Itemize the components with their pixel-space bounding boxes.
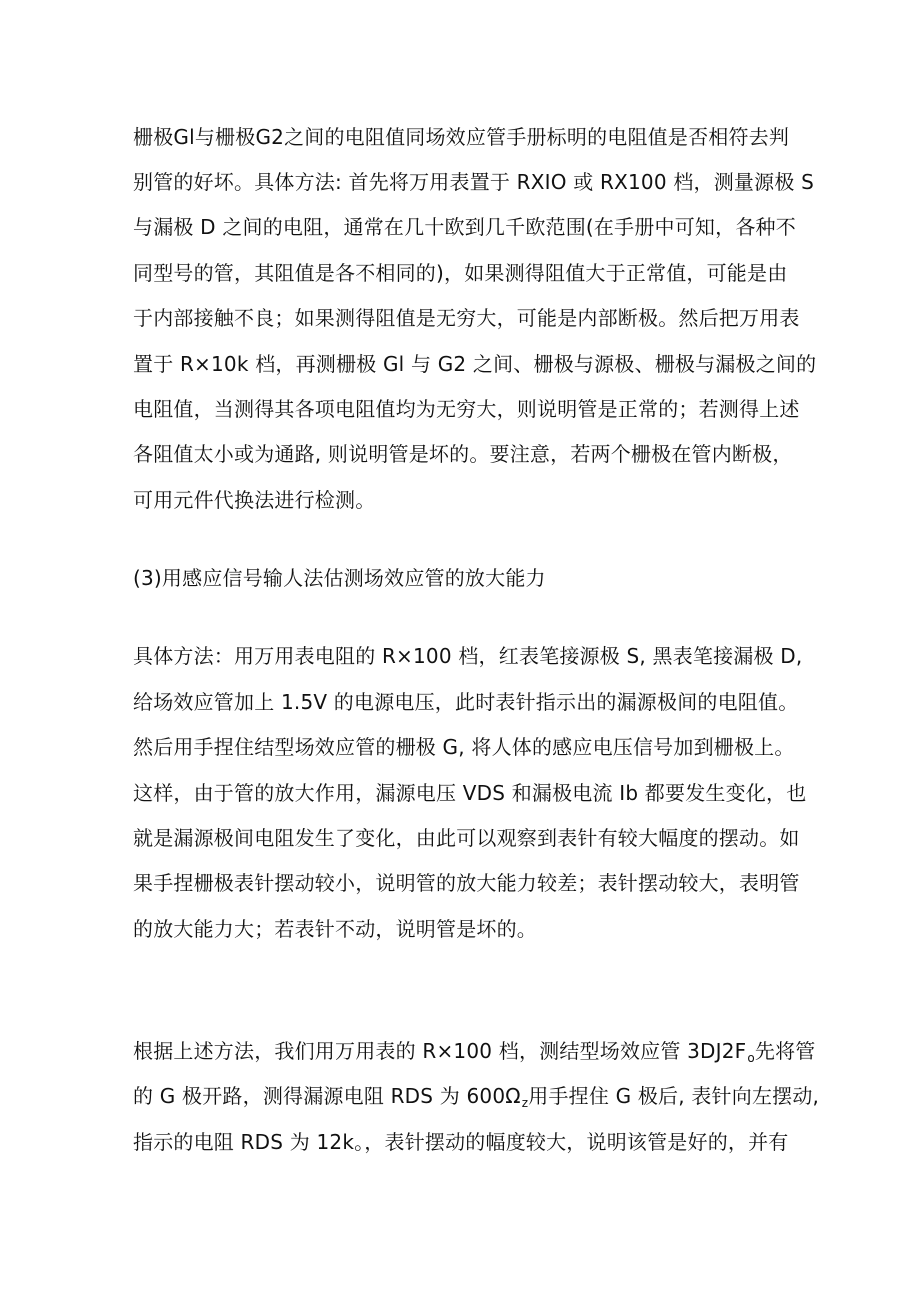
paragraph3-line-1-text: 根据上述方法，我们用万用表的 R×100 档，测结型场效应管 3DJ2F bbox=[133, 1039, 747, 1063]
paragraph1-line-6: 置于 R×10k 档，再测栅极 Gl 与 G2 之间、栅极与源极、栅极与漏极之间的 bbox=[133, 352, 817, 376]
paragraph2-line-2: 给场效应管加上 1.5V 的电源电压，此时表针指示出的漏源极间的电阻值。 bbox=[133, 690, 799, 714]
paragraph2-line-6: 果手捏栅极表针摆动较小，说明管的放大能力较差；表针摆动较大，表明管 bbox=[133, 871, 800, 895]
paragraph1-line-1: 栅极Gl与栅极G2之间的电阻值同场效应管手册标明的电阻值是否相符去判 bbox=[133, 125, 790, 149]
paragraph1-line-7: 电阻值，当测得其各项电阻值均为无穷大，则说明管是正常的；若测得上述 bbox=[133, 397, 800, 421]
paragraph3-line-1-rest: 先将管 bbox=[754, 1039, 816, 1063]
paragraph2-line-4: 这样，由于管的放大作用，漏源电压 VDS 和漏极电流 Ib 都要发生变化，也 bbox=[133, 781, 807, 805]
paragraph1-line-9: 可用元件代换法进行检测。 bbox=[133, 488, 376, 512]
paragraph3-line-1-subscript: o bbox=[747, 1051, 755, 1065]
paragraph1-line-5: 于内部接触不良；如果测得阻值是无穷大，可能是内部断极。然后把万用表 bbox=[133, 306, 800, 330]
paragraph3-line-2-rest: 用手捏住 G 极后, 表针向左摆动, bbox=[528, 1084, 820, 1108]
paragraph3-line-3: 指示的电阻 RDS 为 12k。，表针摆动的幅度较大，说明该管是好的，并有 bbox=[133, 1130, 789, 1154]
section-heading: (3)用感应信号输人法估测场效应管的放大能力 bbox=[133, 566, 546, 590]
paragraph1-line-8: 各阻值太小或为通路, 则说明管是坏的。要注意，若两个栅极在管内断极， bbox=[133, 442, 793, 466]
paragraph3-line-2 bbox=[133, 1083, 820, 1116]
paragraph2-line-1: 具体方法：用万用表电阻的 R×100 档，红表笔接源极 S, 黑表笔接漏极 D, bbox=[133, 644, 803, 668]
paragraph2-line-5: 就是漏源极间电阻发生了变化，由此可以观察到表针有较大幅度的摆动。如 bbox=[133, 826, 800, 850]
paragraph1-line-4: 同型号的管，其阻值是各不相同的)，如果测得阻值大于正常值，可能是由 bbox=[133, 261, 788, 285]
paragraph3-line-1 bbox=[133, 1038, 816, 1071]
paragraph1-line-3: 与漏极 D 之间的电阻，通常在几十欧到几千欧范围(在手册中可知，各种不 bbox=[133, 215, 796, 239]
paragraph2-line-3: 然后用手捏住结型场效应管的栅极 G, 将人体的感应电压信号加到栅极上。 bbox=[133, 735, 795, 759]
paragraph3-line-2-subscript: z bbox=[521, 1096, 529, 1110]
paragraph3-line-2-text: 的 G 极开路，测得漏源电阻 RDS 为 600Ω bbox=[133, 1084, 521, 1108]
paragraph2-line-7: 的放大能力大；若表针不动，说明管是坏的。 bbox=[133, 917, 537, 941]
paragraph1-line-2: 别管的好坏。具体方法: 首先将万用表置于 RXIO 或 RX100 档，测量源极 S bbox=[133, 170, 814, 194]
